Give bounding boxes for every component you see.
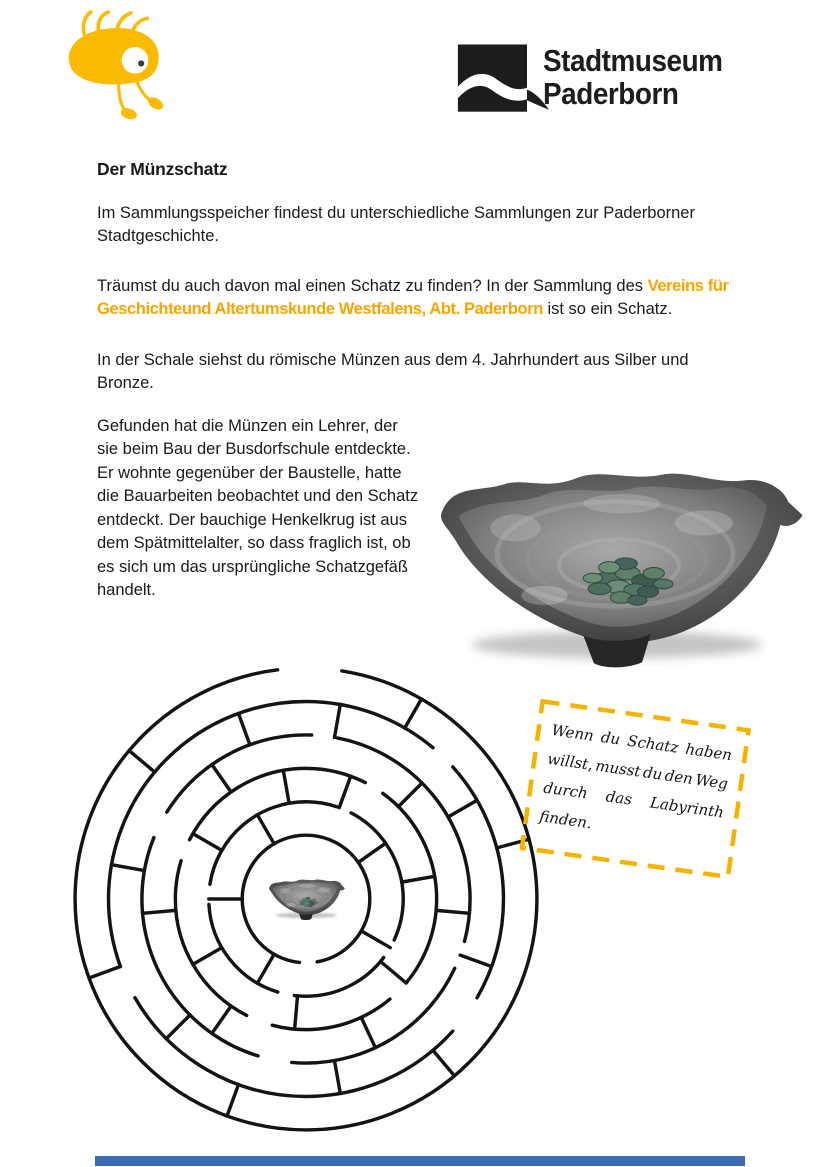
treasure-paragraph-end: ist so ein Schatz. (542, 300, 673, 318)
discovery-paragraph: Gefunden hat die Münzen ein Lehrer, der sie beim Bau der Busdorfschule entdeckte. Er wohnte gegenüber der Baustelle, hatte die Bauarbeiten beobachtet und den Schatz entdeckt. Der bauchige Henkelkrug ist aus dem Spätmittelalter, so dass fraglich ist, ob es sich um das ursprüngliche Schatzgefäß handelt. (97, 416, 419, 599)
stadtmuseum-logo (455, 42, 742, 118)
labyrinth-note (519, 698, 752, 880)
note-line: Wenn du Schatz haben (550, 721, 734, 765)
coins-paragraph: In der Schale siehst du römische Münzen aus dem 4. Jahrhundert aus Silber und Bronze. (97, 350, 689, 392)
intro-paragraph: Im Sammlungsspeicher findest du unterschiedliche Sammlungen zur Paderborner Stadtgeschichte. (97, 203, 695, 245)
treasure-paragraph (97, 275, 742, 322)
page-title: Der Münzschatz (97, 159, 228, 179)
note-line: willst, musst du den Weg (546, 749, 730, 793)
association-name-highlight: Vereins für Geschichteund Altertumskunde Westfalens, Abt. Paderborn (97, 276, 729, 318)
stadtmuseum-logo-icon (455, 42, 551, 118)
logo-line1: Stadtmuseum (543, 43, 723, 78)
footer-accent-bar (95, 1156, 745, 1166)
logo-line2: Paderborn (543, 76, 679, 111)
labyrinth-maze (68, 658, 544, 1140)
treasure-paragraph-start: Träumst du auch davon mal einen Schatz zu finden? In der Sammlung des (97, 276, 648, 295)
museum-mascot-illustration (60, 10, 170, 125)
note-line: durch das Labyrinth (542, 778, 726, 822)
note-line: finden. (538, 807, 593, 833)
coin-bowl-photo (423, 436, 811, 668)
stadtmuseum-logo-text (543, 44, 723, 110)
note-text (519, 698, 752, 880)
maze-center-pot (269, 880, 345, 921)
